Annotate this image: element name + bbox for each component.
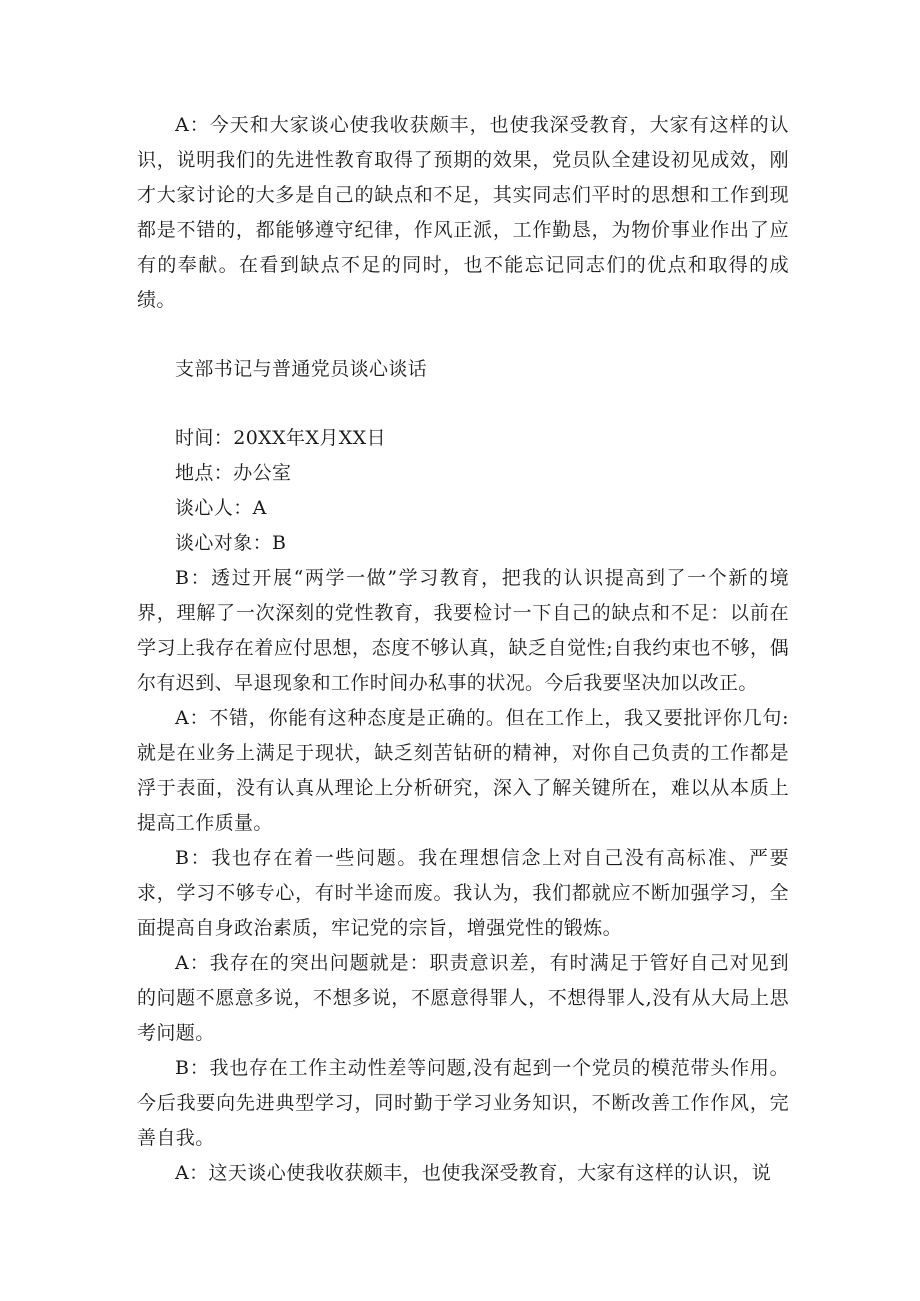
dialogue-paragraph: A：不错，你能有这种态度是正确的。但在工作上，我又要批评你几句:就是在业务上满足于现状，缺乏刻苦钻研的精神，对你自己负责的工作都是浮于表面，没有认真从理论上分析研究，深入了解关键所在，难以从本质上提高工作质量。 bbox=[137, 707, 789, 834]
dialogue-paragraph: B：我也存在着一些问题。我在理想信念上对自己没有高标准、严要求，学习不够专心，有时半途而废。我认为，我们都就应不断加强学习，全面提高自身政治素质，牢记党的宗旨，增强党性的锻炼。 bbox=[137, 847, 789, 939]
meeting-target: 谈心对象：B bbox=[175, 532, 287, 554]
spacer bbox=[137, 387, 789, 421]
dialogue-paragraph: B：我也存在工作主动性差等问题,没有起到一个党员的模范带头作用。今后我要向先进典型学习，同时勤于学习业务知识，不断改善工作作风，完善自我。 bbox=[137, 1057, 789, 1149]
meeting-place: 地点：办公室 bbox=[175, 462, 292, 484]
spacer bbox=[137, 318, 789, 352]
dialogue-paragraph: B：透过开展“两学一做”学习教育，把我的认识提高到了一个新的境界，理解了一次深刻的党性教育，我要检讨一下自己的缺点和不足：以前在学习上我存在着应付思想，态度不够认真，缺乏自觉性;自我约束也不够，偶尔有迟到、早退现象和工作时间办私事的状况。今后我要坚决加以改正。 bbox=[137, 567, 789, 694]
dialogue-paragraph: A：我存在的突出问题就是：职责意识差，有时满足于管好自己对见到的问题不愿意多说，不想多说，不愿意得罪人，不想得罪人,没有从大局上思考问题。 bbox=[137, 952, 789, 1044]
meeting-time: 时间：20XX年X月XX日 bbox=[175, 427, 387, 449]
document-page bbox=[137, 108, 789, 1191]
dialogue-paragraph: A：这天谈心使我收获颇丰，也使我深受教育，大家有这样的认识，说 bbox=[175, 1162, 772, 1184]
section-title: 支部书记与普通党员谈心谈话 bbox=[175, 358, 428, 380]
intro-paragraph: A：今天和大家谈心使我收获颇丰，也使我深受教育，大家有这样的认识，说明我们的先进性教育取得了预期的效果，党员队全建设初见成效，刚才大家讨论的大多是自己的缺点和不足，其实同志们平时的思想和工作到现都是不错的，都能够遵守纪律，作风正派，工作勤恳，为物价事业作出了应有的奉献。在看到缺点不足的同时，也不能忘记同志们的优点和取得的成绩。 bbox=[137, 114, 789, 311]
meeting-speaker: 谈心人：A bbox=[175, 497, 267, 519]
